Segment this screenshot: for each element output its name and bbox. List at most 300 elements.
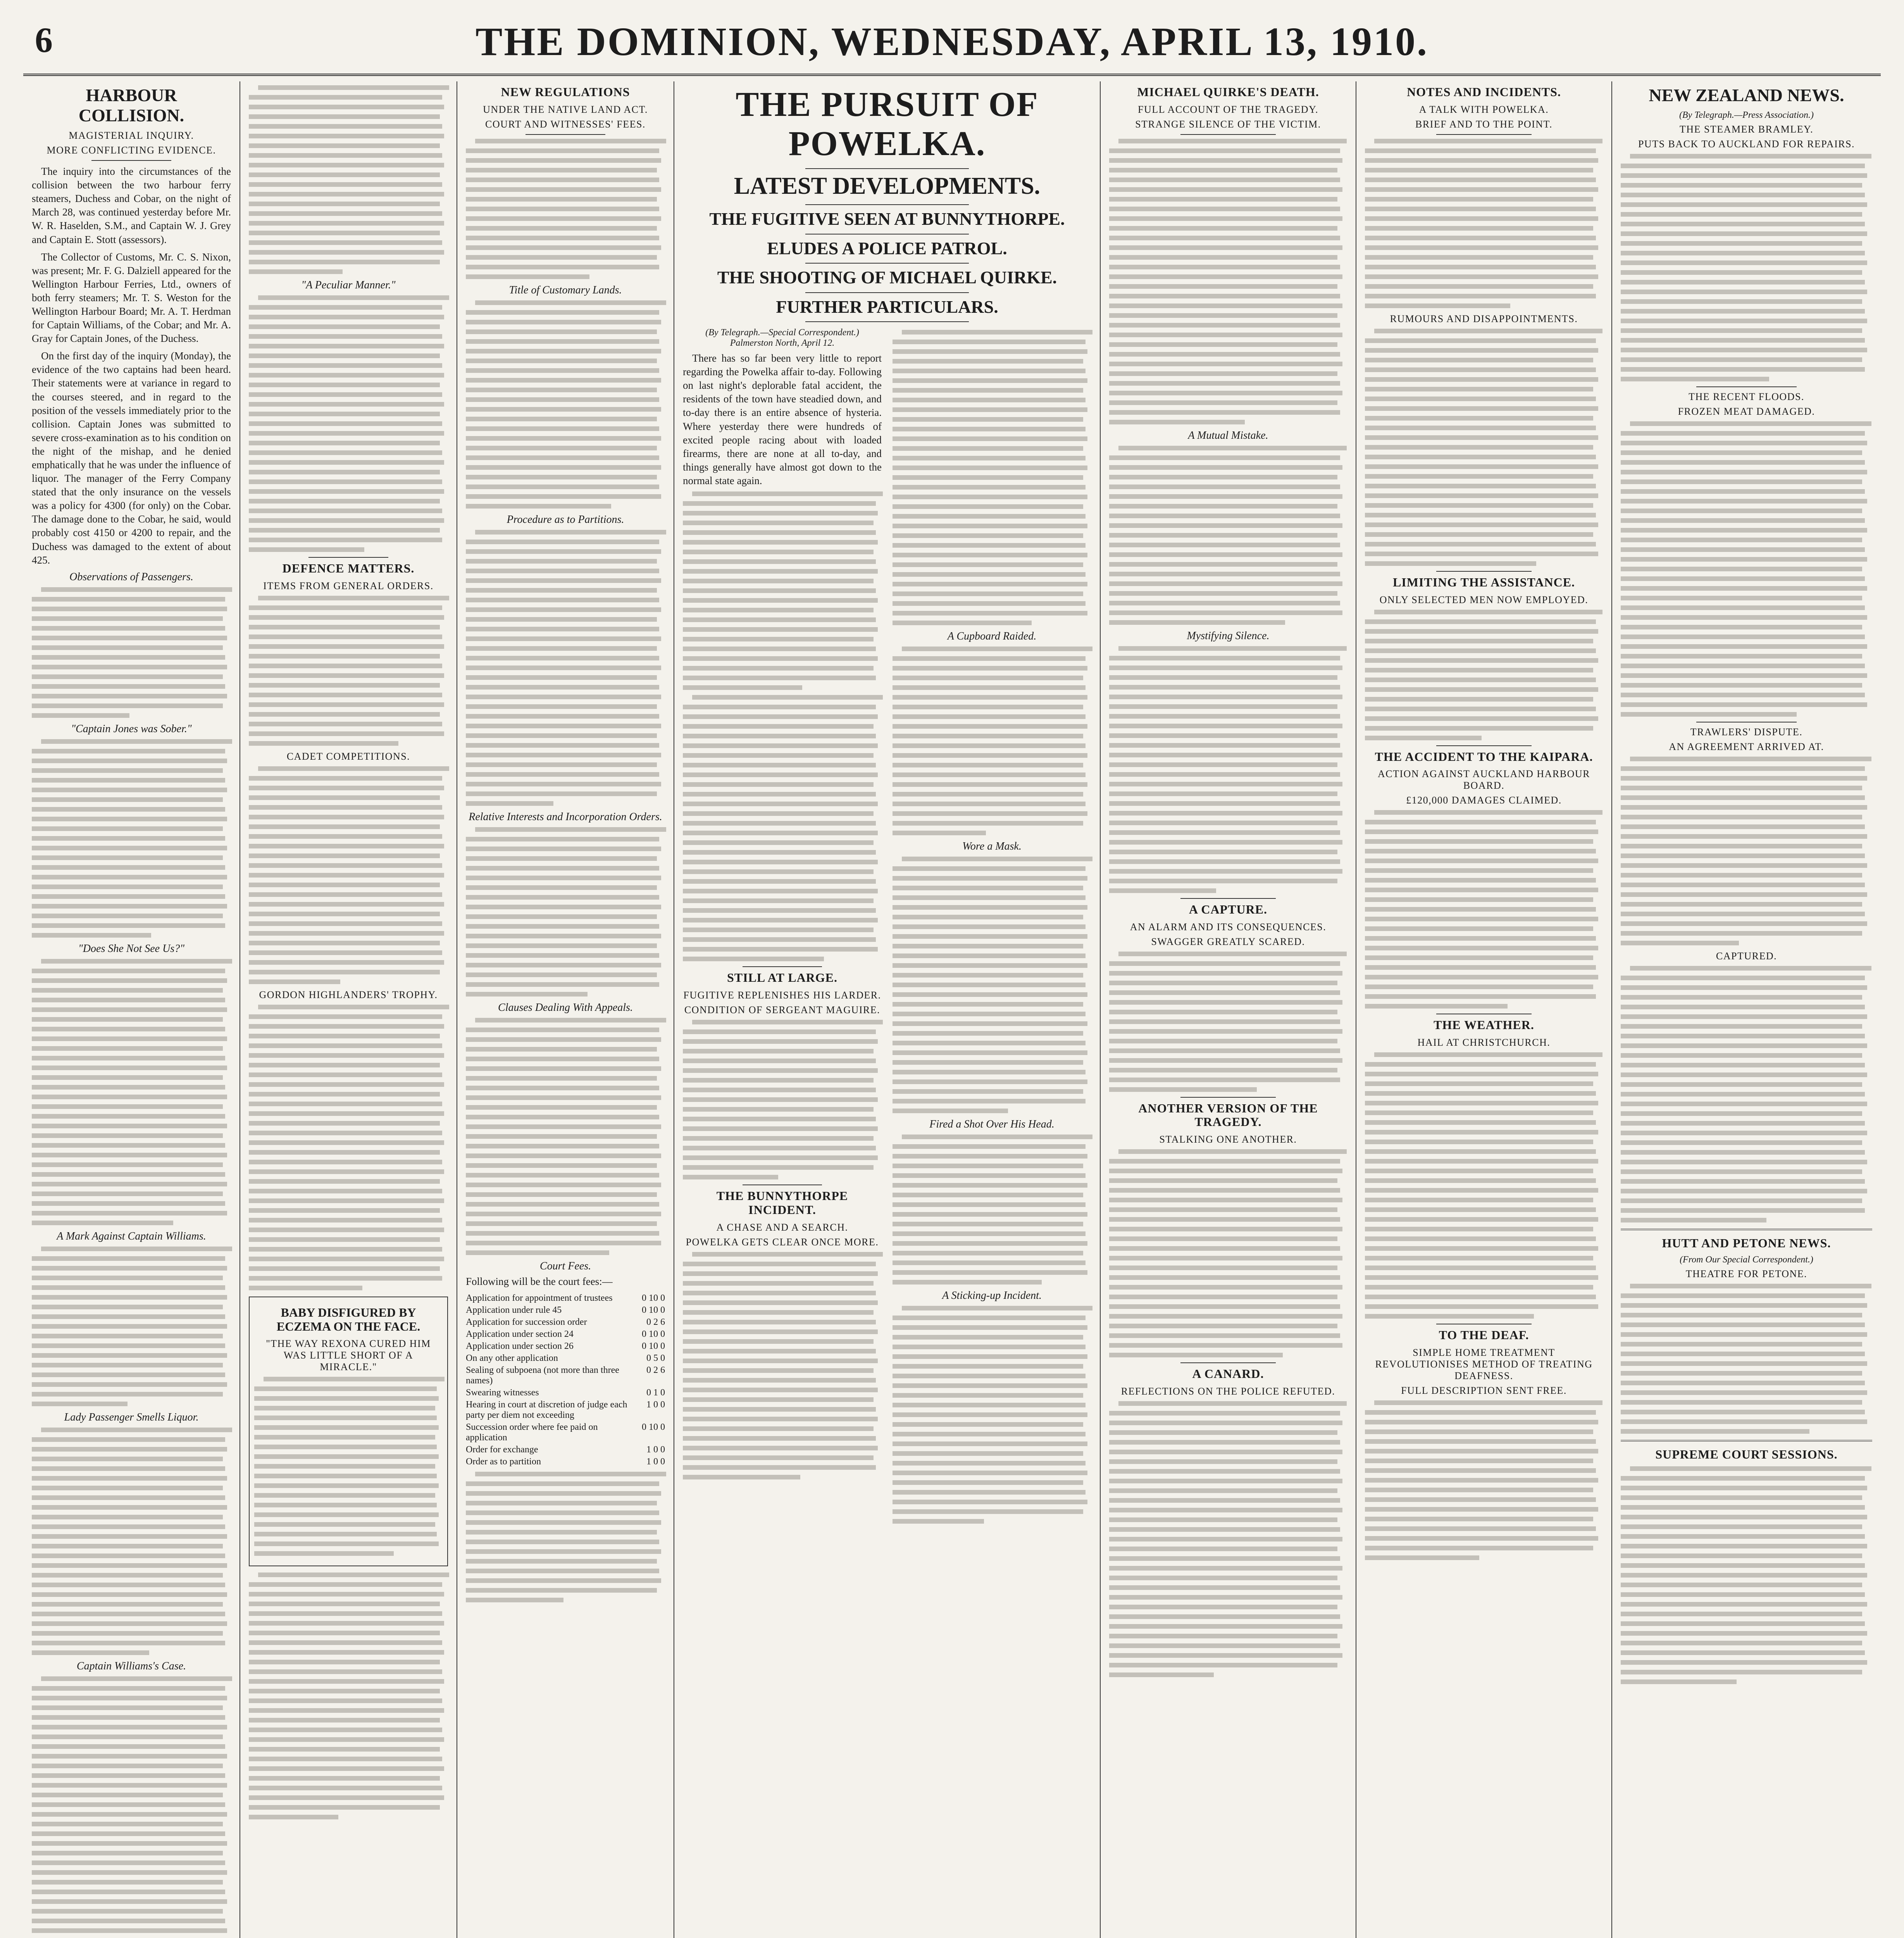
text-line — [1365, 1091, 1596, 1096]
text-line — [32, 1095, 227, 1099]
headline-another-version: ANOTHER VERSION OF THE TRAGEDY. — [1138, 1101, 1318, 1129]
text-line — [466, 1124, 661, 1129]
text-line — [1621, 673, 1867, 678]
headline-kaipara: THE ACCIDENT TO THE KAIPARA. — [1375, 749, 1593, 764]
text-line — [1621, 164, 1865, 168]
text-line — [1621, 815, 1862, 819]
text-line — [683, 937, 876, 942]
text-line — [1109, 1058, 1342, 1063]
text-line — [1365, 1227, 1593, 1231]
text-line — [893, 656, 1086, 661]
headline-nz-news: NEW ZEALAND NEWS. — [1649, 85, 1844, 105]
text-line — [1365, 878, 1596, 883]
text-line — [1109, 572, 1340, 576]
text-line — [249, 1795, 444, 1800]
text-line — [1109, 666, 1342, 670]
text-line — [1621, 479, 1862, 484]
text-line — [249, 383, 440, 387]
text-line — [1621, 173, 1867, 178]
text-line — [893, 601, 1086, 606]
text-line — [1109, 782, 1342, 786]
text-line — [893, 1109, 1008, 1113]
text-line — [1621, 1102, 1867, 1106]
text-line — [466, 1598, 563, 1602]
fee-amount: 1 0 0 — [646, 1456, 665, 1467]
text-line — [32, 1554, 225, 1558]
text-line — [1621, 1111, 1862, 1116]
subhead-alarm: AN ALARM AND ITS CONSEQUENCES. — [1130, 921, 1327, 933]
text-line — [1374, 1052, 1602, 1057]
text-line — [32, 1266, 227, 1271]
text-line — [32, 978, 227, 983]
text-line — [1109, 494, 1342, 499]
text-line — [1118, 446, 1347, 450]
text-line — [32, 1909, 223, 1914]
text-line — [249, 1276, 442, 1281]
text-line — [32, 1583, 225, 1587]
text-line — [1109, 1430, 1337, 1435]
text-line — [1365, 994, 1596, 999]
text-line — [32, 1124, 227, 1128]
text-line — [1109, 1159, 1340, 1164]
text-line — [893, 349, 1087, 354]
text-line — [683, 821, 876, 826]
divider — [308, 557, 388, 558]
subhead-bunnythorpe: THE FUGITIVE SEEN AT BUNNYTHORPE. — [709, 209, 1065, 229]
text-line — [41, 739, 232, 744]
text-line — [1621, 786, 1862, 790]
text-line — [683, 869, 874, 874]
subhead-larder: FUGITIVE REPLENISHES HIS LARDER. — [683, 989, 881, 1001]
text-line — [1621, 260, 1867, 265]
text-line — [254, 1493, 435, 1498]
text-line — [249, 795, 440, 800]
text-line — [32, 1822, 223, 1826]
text-line — [475, 300, 666, 305]
text-line — [1365, 532, 1593, 537]
text-line — [32, 1544, 223, 1548]
text-line — [32, 1353, 227, 1358]
text-line — [1365, 1439, 1596, 1444]
text-line — [32, 875, 227, 879]
text-block — [32, 587, 231, 718]
text-line — [1109, 801, 1340, 806]
text-line — [32, 836, 225, 841]
text-line — [902, 330, 1092, 334]
text-line — [32, 1017, 223, 1022]
text-line — [466, 569, 659, 573]
text-line — [1365, 1410, 1596, 1415]
text-line — [32, 1715, 225, 1720]
text-line — [32, 914, 223, 918]
subhead-silence: STRANGE SILENCE OF THE VICTIM. — [1135, 118, 1321, 130]
text-line — [683, 947, 878, 952]
text-line — [692, 1020, 883, 1024]
text-line — [466, 310, 659, 315]
text-line — [466, 540, 659, 544]
text-line — [32, 894, 225, 899]
text-line — [893, 876, 1087, 881]
text-line — [249, 1650, 444, 1655]
text-line — [466, 1095, 661, 1100]
text-line — [683, 850, 876, 855]
text-line — [249, 1766, 444, 1771]
text-line — [1365, 542, 1596, 547]
text-block — [1365, 610, 1603, 740]
text-line — [32, 1114, 225, 1119]
text-line — [1621, 509, 1862, 513]
section-head: Fired a Shot Over His Head. — [929, 1118, 1055, 1131]
text-line — [1621, 231, 1867, 236]
text-line — [683, 617, 876, 622]
text-line — [1109, 1078, 1340, 1082]
text-line — [1621, 1641, 1862, 1645]
subhead-cadet: CADET COMPETITIONS. — [286, 750, 410, 762]
text-line — [683, 1407, 876, 1412]
text-line — [683, 1339, 874, 1344]
text-line — [32, 1305, 223, 1309]
text-line — [1109, 850, 1337, 854]
text-block — [249, 1572, 448, 1819]
text-line — [683, 550, 874, 554]
section-head: Title of Customary Lands. — [509, 284, 622, 296]
text-block — [893, 1306, 1091, 1524]
text-line — [1109, 869, 1342, 874]
fee-item: Application for appointment of trustees — [466, 1293, 613, 1303]
text-line — [1109, 791, 1337, 796]
text-line — [683, 1097, 878, 1102]
text-line — [1109, 187, 1342, 192]
text-block — [683, 695, 882, 961]
text-line — [32, 1457, 223, 1461]
text-line — [683, 1349, 876, 1353]
subhead-home-treatment: SIMPLE HOME TREATMENT REVOLUTIONISES METHOD OF TREATING DEAFNESS. — [1375, 1347, 1593, 1382]
text-line — [466, 245, 661, 250]
text-line — [249, 1728, 442, 1732]
text-line — [1109, 207, 1340, 211]
text-line — [683, 1310, 874, 1315]
text-line — [1109, 245, 1342, 250]
text-line — [1365, 1207, 1596, 1212]
text-line — [893, 1041, 1086, 1045]
fee-amount: 0 10 0 — [642, 1341, 665, 1351]
text-line — [1109, 1236, 1337, 1241]
text-line — [1365, 1062, 1596, 1067]
text-block — [1109, 1149, 1347, 1357]
text-line — [1621, 528, 1867, 533]
text-line — [466, 207, 659, 211]
text-line — [683, 918, 878, 922]
text-line — [249, 363, 442, 368]
text-line — [893, 475, 1083, 480]
text-block — [1621, 154, 1872, 381]
fee-amount: 1 0 0 — [646, 1399, 665, 1410]
text-line — [1365, 1536, 1598, 1541]
text-line — [249, 844, 444, 848]
text-line — [1365, 484, 1596, 488]
text-line — [1621, 883, 1865, 887]
text-block — [1365, 139, 1603, 308]
text-line — [1621, 309, 1865, 314]
text-line — [1365, 1526, 1596, 1531]
text-line — [683, 957, 824, 961]
text-line — [249, 863, 442, 868]
text-line — [249, 815, 444, 819]
text-line — [1109, 1634, 1337, 1638]
text-line — [41, 959, 232, 964]
fee-item: Sealing of subpoena (not more than three names) — [466, 1365, 619, 1386]
text-line — [1365, 406, 1598, 411]
text-block — [32, 739, 231, 938]
text-line — [1374, 329, 1602, 333]
text-line — [1109, 1576, 1337, 1580]
text-line — [1621, 1169, 1862, 1174]
divider — [805, 168, 969, 169]
text-line — [1109, 821, 1337, 825]
text-line — [466, 378, 661, 383]
text-line — [1621, 460, 1865, 465]
text-line — [249, 547, 364, 552]
text-line — [1621, 834, 1867, 839]
text-line — [466, 1221, 657, 1226]
text-line — [1621, 873, 1862, 878]
text-line — [1621, 1660, 1867, 1665]
fee-row — [466, 1444, 665, 1456]
text-line — [1109, 1039, 1337, 1043]
text-line — [1621, 557, 1867, 562]
text-line — [466, 148, 659, 153]
text-line — [1621, 470, 1867, 474]
text-line — [32, 694, 227, 698]
text-line — [1621, 212, 1862, 217]
text-line — [254, 1551, 394, 1556]
text-line — [1621, 1053, 1862, 1058]
subhead-puts-back: PUTS BACK TO AUCKLAND FOR REPAIRS. — [1638, 138, 1855, 150]
text-line — [1621, 1486, 1867, 1490]
text-block — [249, 766, 448, 984]
text-line — [1365, 926, 1593, 931]
text-line — [32, 1764, 223, 1768]
subhead-theatre: THEATRE FOR PETONE. — [1685, 1268, 1808, 1280]
ad-subhead: "THE WAY REXONA CURED HIM WAS LITTLE SHORT OF A MIRACLE." — [266, 1338, 431, 1373]
text-line — [893, 1173, 1086, 1178]
text-line — [1374, 139, 1602, 143]
text-line — [466, 636, 661, 641]
text-line — [1109, 1421, 1342, 1425]
divider — [1180, 1362, 1276, 1363]
fee-row — [466, 1399, 665, 1421]
text-line — [1109, 168, 1337, 172]
divider — [1696, 386, 1797, 387]
text-line — [1109, 879, 1337, 883]
text-line — [1621, 1476, 1865, 1481]
text-line — [1109, 620, 1285, 625]
text-block — [893, 647, 1091, 835]
text-line — [466, 349, 661, 353]
text-line — [32, 1133, 223, 1138]
text-line — [893, 1050, 1087, 1055]
text-line — [683, 559, 876, 564]
text-line — [893, 1451, 1083, 1456]
section-head: "Captain Jones was Sober." — [71, 722, 192, 735]
text-line — [32, 1295, 227, 1300]
text-line — [32, 713, 129, 718]
text-line — [466, 559, 657, 564]
text-line — [1365, 284, 1593, 289]
text-line — [466, 168, 657, 172]
text-line — [683, 656, 878, 661]
text-line — [1365, 358, 1593, 362]
text-line — [1365, 435, 1598, 440]
text-line — [1621, 976, 1865, 980]
text-line — [893, 695, 1087, 700]
divider — [1436, 571, 1532, 572]
text-line — [1118, 139, 1347, 143]
text-line — [1630, 154, 1871, 159]
text-line — [32, 597, 225, 602]
text-line — [1109, 772, 1340, 777]
text-line — [1109, 1566, 1342, 1571]
text-line — [1621, 654, 1862, 659]
section-head: "Does She Not See Us?" — [78, 942, 184, 955]
text-line — [466, 1501, 657, 1505]
section-head: A Mark Against Captain Williams. — [57, 1230, 206, 1242]
text-line — [893, 1089, 1083, 1094]
text-line — [466, 1559, 657, 1564]
text-line — [1109, 1537, 1342, 1541]
text-line — [683, 1388, 878, 1392]
text-line — [249, 712, 440, 717]
fee-item: Application under section 26 — [466, 1341, 574, 1351]
text-line — [466, 617, 657, 622]
text-block — [249, 85, 448, 274]
text-line — [893, 369, 1086, 373]
text-line — [254, 1483, 439, 1488]
text-line — [466, 494, 661, 499]
text-line — [1118, 1149, 1347, 1154]
text-line — [683, 1359, 878, 1363]
text-line — [893, 1490, 1086, 1495]
text-line — [1109, 1469, 1340, 1474]
divider — [805, 292, 969, 293]
article-paragraph: The inquiry into the circumstances of the collision between the two harbour ferry steamers, Duchess and Cobar, on the night of March 28, was continued yesterday before Mr. W. R. Haselden, S.M., and Captain W. J. Grey and Captain E. Stott (assessors). — [32, 166, 231, 245]
text-line — [1109, 695, 1342, 699]
text-line — [466, 675, 657, 680]
text-line — [32, 1870, 227, 1875]
text-line — [1365, 955, 1593, 960]
text-line — [1621, 1650, 1865, 1655]
text-line — [1621, 1505, 1865, 1510]
text-line — [893, 983, 1086, 987]
text-line — [1109, 1169, 1342, 1173]
text-line — [249, 1082, 444, 1087]
text-line — [249, 1140, 444, 1145]
text-line — [1109, 733, 1337, 738]
section-head: Lady Passenger Smells Liquor. — [64, 1411, 199, 1423]
text-line — [683, 530, 876, 535]
text-line — [683, 608, 874, 612]
text-line — [249, 518, 444, 523]
text-line — [1365, 975, 1598, 979]
text-line — [1621, 251, 1865, 255]
text-line — [249, 1266, 440, 1271]
text-line — [466, 484, 659, 489]
text-line — [1621, 995, 1862, 1000]
text-line — [1365, 426, 1596, 430]
text-line — [893, 1509, 1083, 1514]
section-head: Relative Interests and Incorporation Orders. — [469, 810, 662, 823]
headline-supreme-court: SUPREME COURT SESSIONS. — [1655, 1447, 1838, 1462]
text-line — [249, 635, 442, 639]
text-line — [254, 1386, 437, 1391]
section-head: "A Peculiar Manner." — [301, 279, 396, 291]
text-line — [1621, 431, 1865, 436]
text-line — [893, 1422, 1083, 1427]
text-line — [249, 625, 440, 629]
text-line — [683, 879, 876, 884]
text-line — [466, 1037, 661, 1042]
text-block — [1109, 446, 1347, 625]
text-line — [249, 673, 444, 678]
text-line — [683, 705, 876, 709]
text-line — [1109, 274, 1342, 279]
text-block — [466, 1472, 665, 1602]
text-line — [683, 540, 878, 545]
text-line — [249, 1757, 442, 1761]
text-line — [1365, 158, 1598, 163]
text-line — [32, 1066, 227, 1070]
text-line — [893, 724, 1087, 729]
text-line — [1621, 193, 1865, 197]
text-line — [1109, 1048, 1340, 1053]
text-line — [466, 627, 659, 631]
text-line — [1621, 596, 1862, 600]
headline-deaf: TO THE DEAF. — [1439, 1328, 1529, 1342]
text-line — [683, 782, 874, 787]
text-line — [1365, 1072, 1598, 1076]
text-line — [1109, 1479, 1342, 1483]
text-line — [1365, 697, 1593, 702]
text-line — [32, 797, 223, 802]
fee-item: On any other application — [466, 1353, 558, 1363]
text-line — [683, 1329, 878, 1334]
text-line — [1365, 946, 1598, 950]
text-line — [1621, 615, 1867, 620]
text-line — [1621, 222, 1865, 226]
text-line — [1621, 441, 1867, 445]
text-line — [1365, 236, 1596, 240]
text-line — [249, 441, 440, 445]
text-line — [466, 407, 661, 412]
text-line — [1621, 712, 1797, 717]
text-line — [249, 153, 442, 158]
text-line — [1109, 1343, 1342, 1348]
text-line — [32, 923, 225, 928]
text-line — [249, 1247, 442, 1252]
text-line — [683, 1475, 800, 1479]
text-line — [32, 904, 227, 909]
text-line — [249, 1121, 440, 1126]
text-line — [32, 1524, 225, 1529]
text-line — [466, 972, 657, 977]
text-line — [466, 1047, 657, 1052]
text-line — [683, 1078, 874, 1083]
text-line — [32, 969, 225, 973]
text-line — [1621, 1293, 1865, 1298]
text-line — [1365, 226, 1593, 231]
subhead-magisterial: MAGISTERIAL INQUIRY. — [69, 130, 194, 141]
text-line — [1365, 1140, 1593, 1144]
